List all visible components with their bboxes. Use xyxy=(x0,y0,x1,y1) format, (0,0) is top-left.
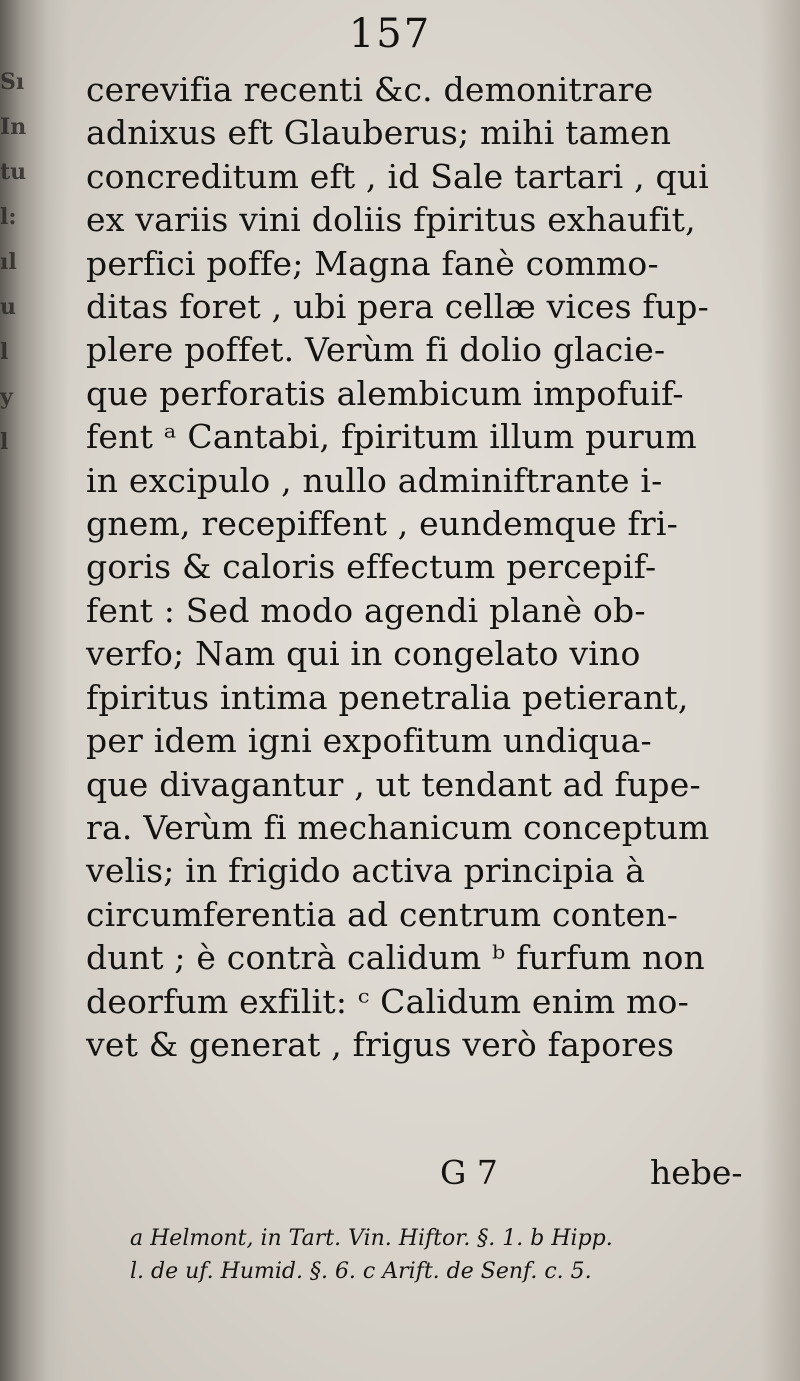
page-number xyxy=(0,11,800,57)
text-line: ra. Verùm fi mechanicum conceptum xyxy=(86,807,710,847)
text-line: perfici poffe; Magna fanè commo- xyxy=(86,243,659,283)
text-line: goris & caloris effectum percepif- xyxy=(86,547,657,587)
text-line: vet & generat , frigus verò fapores xyxy=(86,1024,675,1064)
catchword: hebe- xyxy=(650,1153,743,1192)
footnotes xyxy=(130,1222,770,1288)
text-line: velis; in frigido activa principia à xyxy=(86,851,646,891)
text-line: adnixus eft Glauberus; mihi tamen xyxy=(86,113,672,153)
text-line: que perforatis alembicum impofuif- xyxy=(86,373,684,413)
binding-gutter xyxy=(0,0,70,1381)
text-line: plere poffet. Verùm fi dolio glacie- xyxy=(86,330,666,370)
gutter-fragment: tu xyxy=(0,159,27,185)
gutter-fragment: l xyxy=(0,429,9,455)
gutter-fragment: l: xyxy=(0,204,17,230)
page-edge-shadow xyxy=(760,0,800,1381)
gutter-fragment: y xyxy=(0,384,13,410)
text-line: fent ᵃ Cantabi, fpiritum illum purum xyxy=(86,417,697,457)
text-line: per idem igni expofitum undiqua- xyxy=(86,721,652,761)
text-line: cerevifia recenti &c. demonitrare xyxy=(86,70,654,109)
footnote-line: a Helmont, in Tart. Vin. Hiftor. §. 1. b Hipp. xyxy=(130,1226,613,1251)
gutter-fragment: ıl xyxy=(0,249,17,275)
page-number-text: 157 xyxy=(348,11,432,57)
gutter-fragment: u xyxy=(0,294,16,320)
text-line: que divagantur , ut tendant ad fupe- xyxy=(86,764,701,804)
text-line: fpiritus intima penetralia petierant, xyxy=(86,677,689,717)
gutter-fragment: In xyxy=(0,114,27,140)
text-line: verfo; Nam qui in congelato vino xyxy=(86,634,641,674)
body-text xyxy=(86,68,766,1066)
text-line: in excipulo , nullo adminiftrante i- xyxy=(86,460,663,500)
gutter-fragment: Sı xyxy=(0,69,25,95)
text-line: ex variis vini doliis fpiritus exhaufit, xyxy=(86,200,696,240)
text-line: circumferentia ad centrum conten- xyxy=(86,894,679,934)
text-line: deorfum exfilit: ᶜ Calidum enim mo- xyxy=(86,981,689,1021)
signature-mark: G 7 xyxy=(440,1153,498,1192)
footnote-line: l. de uf. Humid. §. 6. c Arift. de Senf. c. 5. xyxy=(130,1259,592,1284)
text-line: concreditum eft , id Sale tartari , qui xyxy=(86,156,710,196)
gutter-fragment: l xyxy=(0,339,9,365)
text-line: dunt ; è contrà calidum ᵇ furfum non xyxy=(86,938,705,978)
facing-page-fragments xyxy=(0,60,27,465)
text-line: gnem, recepiffent , eundemque fri- xyxy=(86,504,678,544)
text-line: ditas foret , ubi pera cellæ vices fup- xyxy=(86,287,709,327)
text-line: fent : Sed modo agendi planè ob- xyxy=(86,590,646,630)
